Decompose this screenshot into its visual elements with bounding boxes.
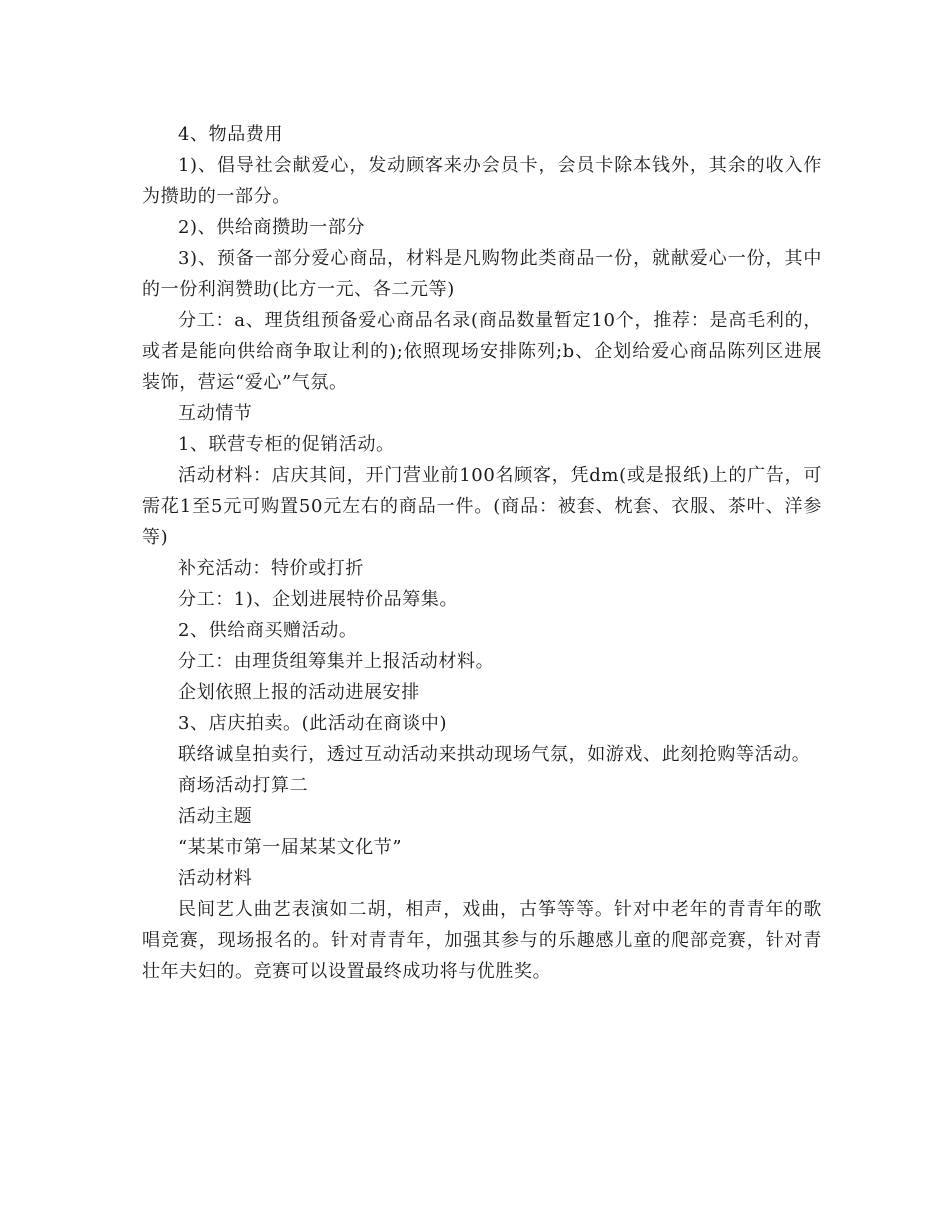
paragraph: 民间艺人曲艺表演如二胡，相声，戏曲，古筝等等。针对中老年的青青年的歌唱竞赛，现场报名的。针对青青年，加强其参与的乐趣感儿童的爬部竞赛，针对青壮年夫妇的。竞赛可以设置最终成功将与优胜奖。 <box>142 899 822 982</box>
paragraph: 分工：1)、企划进展特价品筹集。 <box>178 589 459 610</box>
paragraph: 2、供给商买赠活动。 <box>178 620 358 641</box>
paragraph: 补充活动：特价或打折 <box>178 558 364 579</box>
paragraph: 分工：由理货组筹集并上报活动材料。 <box>178 651 495 672</box>
section-heading-item-cost: 4、物品费用 <box>178 124 284 145</box>
paragraph: “某某市第一届某某文化节” <box>178 837 403 858</box>
paragraph: 3)、预备一部分爱心商品，材料是凡购物此类商品一份，就献爱心一份，其中的一份利润赞助(比方一元、各二元等) <box>142 248 822 300</box>
paragraph: 1、联营专柜的促销活动。 <box>178 434 395 455</box>
paragraph: 分工：a、理货组预备爱心商品名录(商品数量暂定10个，推荐：是高毛利的，或者是能向供给商争取让利的);依照现场安排陈列;b、企划给爱心商品陈列区进展装饰，营运“爱心”气氛。 <box>142 310 822 393</box>
section-heading-interaction: 互动情节 <box>178 403 253 424</box>
section-heading-theme: 活动主题 <box>178 806 253 827</box>
paragraph: 2)、供给商攒助一部分 <box>178 217 366 238</box>
section-heading-materials: 活动材料 <box>178 868 253 889</box>
section-heading-plan-two: 商场活动打算二 <box>178 775 309 796</box>
paragraph: 1)、倡导社会献爱心，发动顾客来办会员卡，会员卡除本钱外，其余的收入作为攒助的一部分。 <box>142 155 822 207</box>
document-body <box>142 119 822 987</box>
paragraph: 3、店庆拍卖。(此活动在商谈中) <box>178 713 448 734</box>
paragraph: 联络诚皇拍卖行，透过互动活动来拱动现场气氛，如游戏、此刻抢购等活动。 <box>178 744 811 765</box>
paragraph: 活动材料：店庆其间，开门营业前100名顾客，凭dm(或是报纸)上的广告，可需花1至5元可购置50元左右的商品一件。(商品：被套、枕套、衣服、茶叶、洋参等) <box>142 465 822 548</box>
paragraph: 企划依照上报的活动进展安排 <box>178 682 420 703</box>
